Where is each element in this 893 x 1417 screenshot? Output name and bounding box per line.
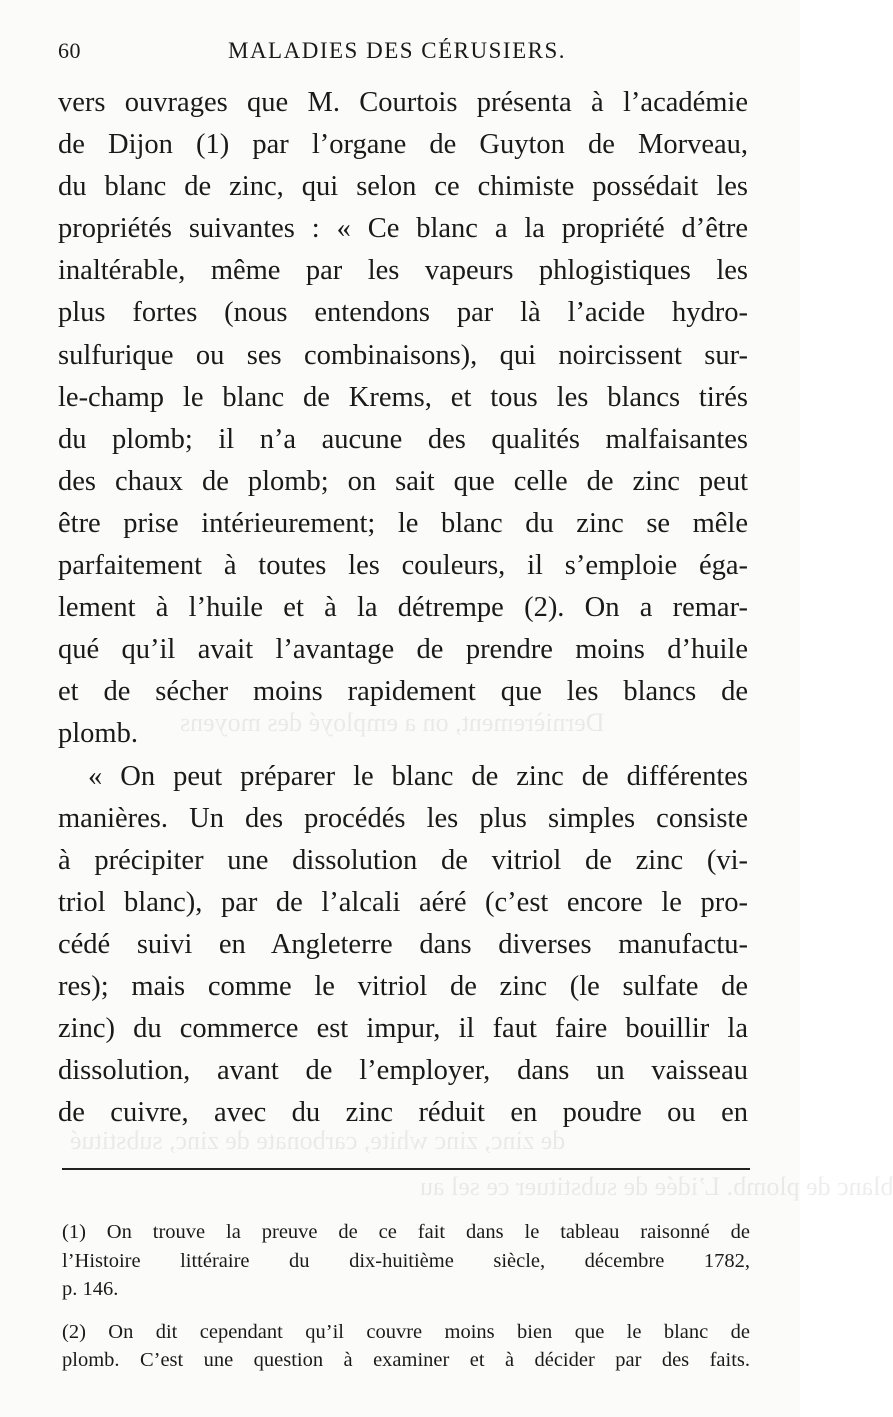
text-line: et de sécher moins rapidement que les blancs de: [58, 676, 748, 708]
page-number: 60: [58, 38, 81, 63]
text-line: triol blanc), par de l’alcali aéré (c’est encore le pro-: [58, 886, 748, 918]
text-line: des chaux de plomb; on sait que celle de zinc peut: [58, 465, 748, 497]
text-line: dissolution, avant de l’employer, dans un vaisseau: [58, 1055, 748, 1087]
text-line: de Dijon (1) par l’organe de Guyton de Morveau,: [58, 129, 748, 161]
footnote-line: p. 146.: [62, 1278, 119, 1301]
bleed-through: blanc de plomb. L’idée de substituer ce sel au: [420, 1172, 893, 1201]
page-header: [58, 38, 748, 78]
text-line: propriétés suivantes : « Ce blanc a la propriété d’être: [58, 213, 748, 245]
text-line: res); mais comme le vitriol de zinc (le sulfate de: [58, 970, 748, 1002]
footnote-line: l’Histoire littéraire du dix-huitième siècle, décembre 1782,: [62, 1249, 750, 1272]
footnote-rule: [62, 1168, 750, 1170]
text-line: cédé suivi en Angleterre dans diverses manufactu-: [58, 928, 748, 960]
footnote-line: (1) On trouve la preuve de ce fait dans le tableau raisonné de: [62, 1221, 750, 1243]
footnote-line: plomb. C’est une question à examiner et à décider par des faits.: [62, 1349, 750, 1372]
text-line: de cuivre, avec du zinc réduit en poudre ou en: [58, 1097, 748, 1129]
text-line: zinc) du commerce est impur, il faut faire bouillir la: [58, 1013, 748, 1045]
text-line: du blanc de zinc, qui selon ce chimiste possédait les: [58, 171, 748, 203]
text-line: vers ouvrages que M. Courtois présenta à l’académie: [58, 87, 748, 118]
text-line: sulfurique ou ses combinaisons), qui noircissent sur-: [58, 339, 748, 371]
text-line: être prise intérieurement; le blanc du zinc se mêle: [58, 507, 748, 539]
text-line: parfaitement à toutes les couleurs, il s’emploie éga-: [58, 550, 748, 582]
text-line: plomb.: [58, 718, 138, 750]
text-line: inaltérable, même par les vapeurs phlogistiques les: [58, 255, 748, 287]
footnote-line: (2) On dit cependant qu’il couvre moins bien que le blanc de: [62, 1320, 750, 1343]
text-line: qué qu’il avait l’avantage de prendre moins d’huile: [58, 634, 748, 666]
text-line: plus fortes (nous entendons par là l’acide hydro-: [58, 297, 748, 329]
text-line: du plomb; il n’a aucune des qualités malfaisantes: [58, 423, 748, 455]
text-line: « On peut préparer le blanc de zinc de différentes: [88, 760, 748, 792]
bleed-through: de zinc, zinc white, carbonate de zinc, substitué: [70, 1126, 566, 1155]
bleed-through: Dernièrement, on a employé des moyens: [180, 708, 605, 737]
body-text: [58, 82, 748, 1134]
footnotes: [62, 1218, 750, 1375]
running-head: MALADIES DES CÉRUSIERS.: [228, 38, 567, 63]
text-line: à précipiter une dissolution de vitriol de zinc (vi-: [58, 844, 748, 876]
text-line: le-champ le blanc de Krems, et tous les blancs tirés: [58, 381, 748, 413]
text-line: lement à l’huile et à la détrempe (2). On a remar-: [58, 592, 748, 624]
text-line: manières. Un des procédés les plus simples consiste: [58, 802, 748, 834]
